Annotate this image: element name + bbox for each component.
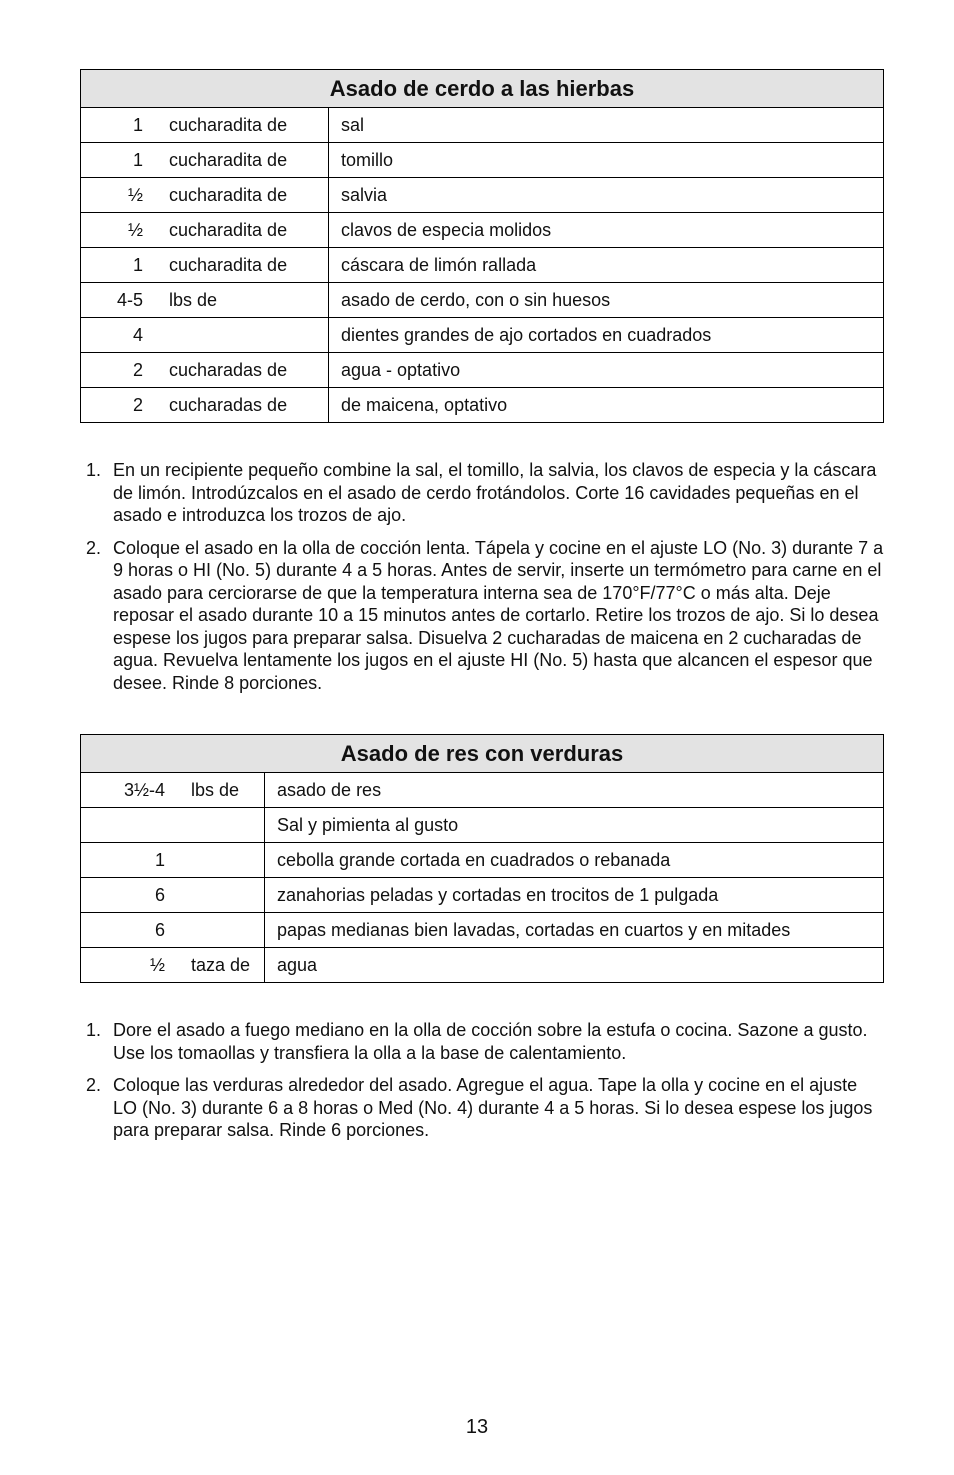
ingredient-item: salvia [329,178,884,213]
step-number: 2. [86,1075,102,1095]
table-row [81,808,884,843]
table-row [81,108,884,143]
ingredient-item: tomillo [329,143,884,178]
table-row [81,178,884,213]
table-row [81,878,884,913]
list-item [86,459,886,527]
ingredient-unit: cucharadita de [169,254,288,275]
ingredient-item: cáscara de limón rallada [329,248,884,283]
ingredient-unit: taza de [191,954,251,975]
ingredient-unit: lbs de [191,779,240,800]
recipe1-title: Asado de cerdo a las hierbas [81,70,884,108]
table-row [81,913,884,948]
table-row [81,948,884,983]
ingredient-item: dientes grandes de ajo cortados en cuadrados [329,318,884,353]
ingredient-unit: cucharadita de [169,149,288,170]
step-text: Dore el asado a fuego mediano en la olla de cocción sobre la estufa o cocina. Sazone a gusto. Use los tomaollas y transfiera la olla a la base de calentamiento. [113,1020,868,1063]
ingredient-qty: 6 [154,919,165,940]
ingredient-qty: 2 [132,359,143,380]
step-number: 1. [86,1020,102,1040]
ingredient-item: cebolla grande cortada en cuadrados o rebanada [265,843,884,878]
ingredient-item: sal [329,108,884,143]
table-row [81,353,884,388]
ingredient-qty: 3½-4 [123,779,165,800]
ingredient-item: asado de cerdo, con o sin huesos [329,283,884,318]
ingredient-qty: 2 [132,394,143,415]
ingredient-qty: 1 [132,254,143,275]
table-row [81,283,884,318]
list-item [86,537,886,695]
ingredient-item: agua - optativo [329,353,884,388]
ingredient-item: asado de res [265,773,884,808]
step-text: Coloque el asado en la olla de cocción lenta. Tápela y cocine en el ajuste LO (No. 3) durante 7 a 9 horas o HI (No. 5) durante 4 a 5 horas. Antes de servir, inserte un termómetro para carne en el asado para cerciorarse de que la temperatura interna sea de 170°F/77°C o más alta. Deje reposar el asado durante 10 a 15 minutos antes de cortarlo. Retire los trozos de ajo. Si lo desea espese los jugos para preparar salsa. Disuelva 2 cucharadas de maicena en 2 cucharadas de agua. Revuelva lentamente los jugos en el ajuste HI (No. 5) hasta que alcancen el espesor que desee. Rinde 8 porciones. [113,537,884,693]
ingredient-qty: 1 [132,114,143,135]
page-number: 13 [465,1416,489,1438]
table-row [81,388,884,423]
ingredient-qty: 1 [132,149,143,170]
ingredient-qty: 1 [154,849,165,870]
ingredient-unit: cucharadas de [169,394,288,415]
recipe2-ingredients-table [80,734,884,983]
ingredient-qty: ½ [149,954,165,975]
ingredient-qty: ½ [127,184,143,205]
ingredient-qty: 4-5 [116,289,143,310]
recipe2-instructions [86,1019,886,1152]
table-row [81,843,884,878]
ingredient-item: de maicena, optativo [329,388,884,423]
recipe1-instructions [86,459,886,704]
recipe2-title: Asado de res con verduras [81,735,884,773]
list-item [86,1019,886,1064]
ingredient-item: Sal y pimienta al gusto [265,808,884,843]
ingredient-unit: cucharadita de [169,114,288,135]
ingredient-unit: cucharadita de [169,184,288,205]
ingredient-qty: ½ [127,219,143,240]
table-row [81,248,884,283]
ingredient-item: papas medianas bien lavadas, cortadas en cuartos y en mitades [265,913,884,948]
ingredient-qty: 6 [154,884,165,905]
step-number: 2. [86,537,102,558]
ingredient-unit: cucharadas de [169,359,288,380]
step-text: Coloque las verduras alrededor del asado. Agregue el agua. Tape la olla y cocine en el ajuste LO (No. 3) durante 6 a 8 horas o Med (No. 4) durante 4 a 5 horas. Si lo desea espese los jugos para preparar salsa. Rinde 6 porciones. [113,1075,873,1140]
step-number: 1. [86,460,102,480]
table-row [81,213,884,248]
ingredient-item: agua [265,948,884,983]
ingredient-unit: lbs de [169,289,218,310]
ingredient-item: zanahorias peladas y cortadas en trocitos de 1 pulgada [265,878,884,913]
table-row [81,773,884,808]
step-text: En un recipiente pequeño combine la sal, el tomillo, la salvia, los clavos de especia y la cáscara de limón. Introdúzcalos en el asado de cerdo frotándolos. Corte 16 cavidades pequeñas en el asado e introduzca los trozos de ajo. [113,460,877,525]
table-row [81,318,884,353]
ingredient-unit: cucharadita de [169,219,288,240]
recipe1-ingredients-table [80,69,884,423]
ingredient-item: clavos de especia molidos [329,213,884,248]
list-item [86,1074,886,1142]
ingredient-qty: 4 [132,324,143,345]
table-row [81,143,884,178]
